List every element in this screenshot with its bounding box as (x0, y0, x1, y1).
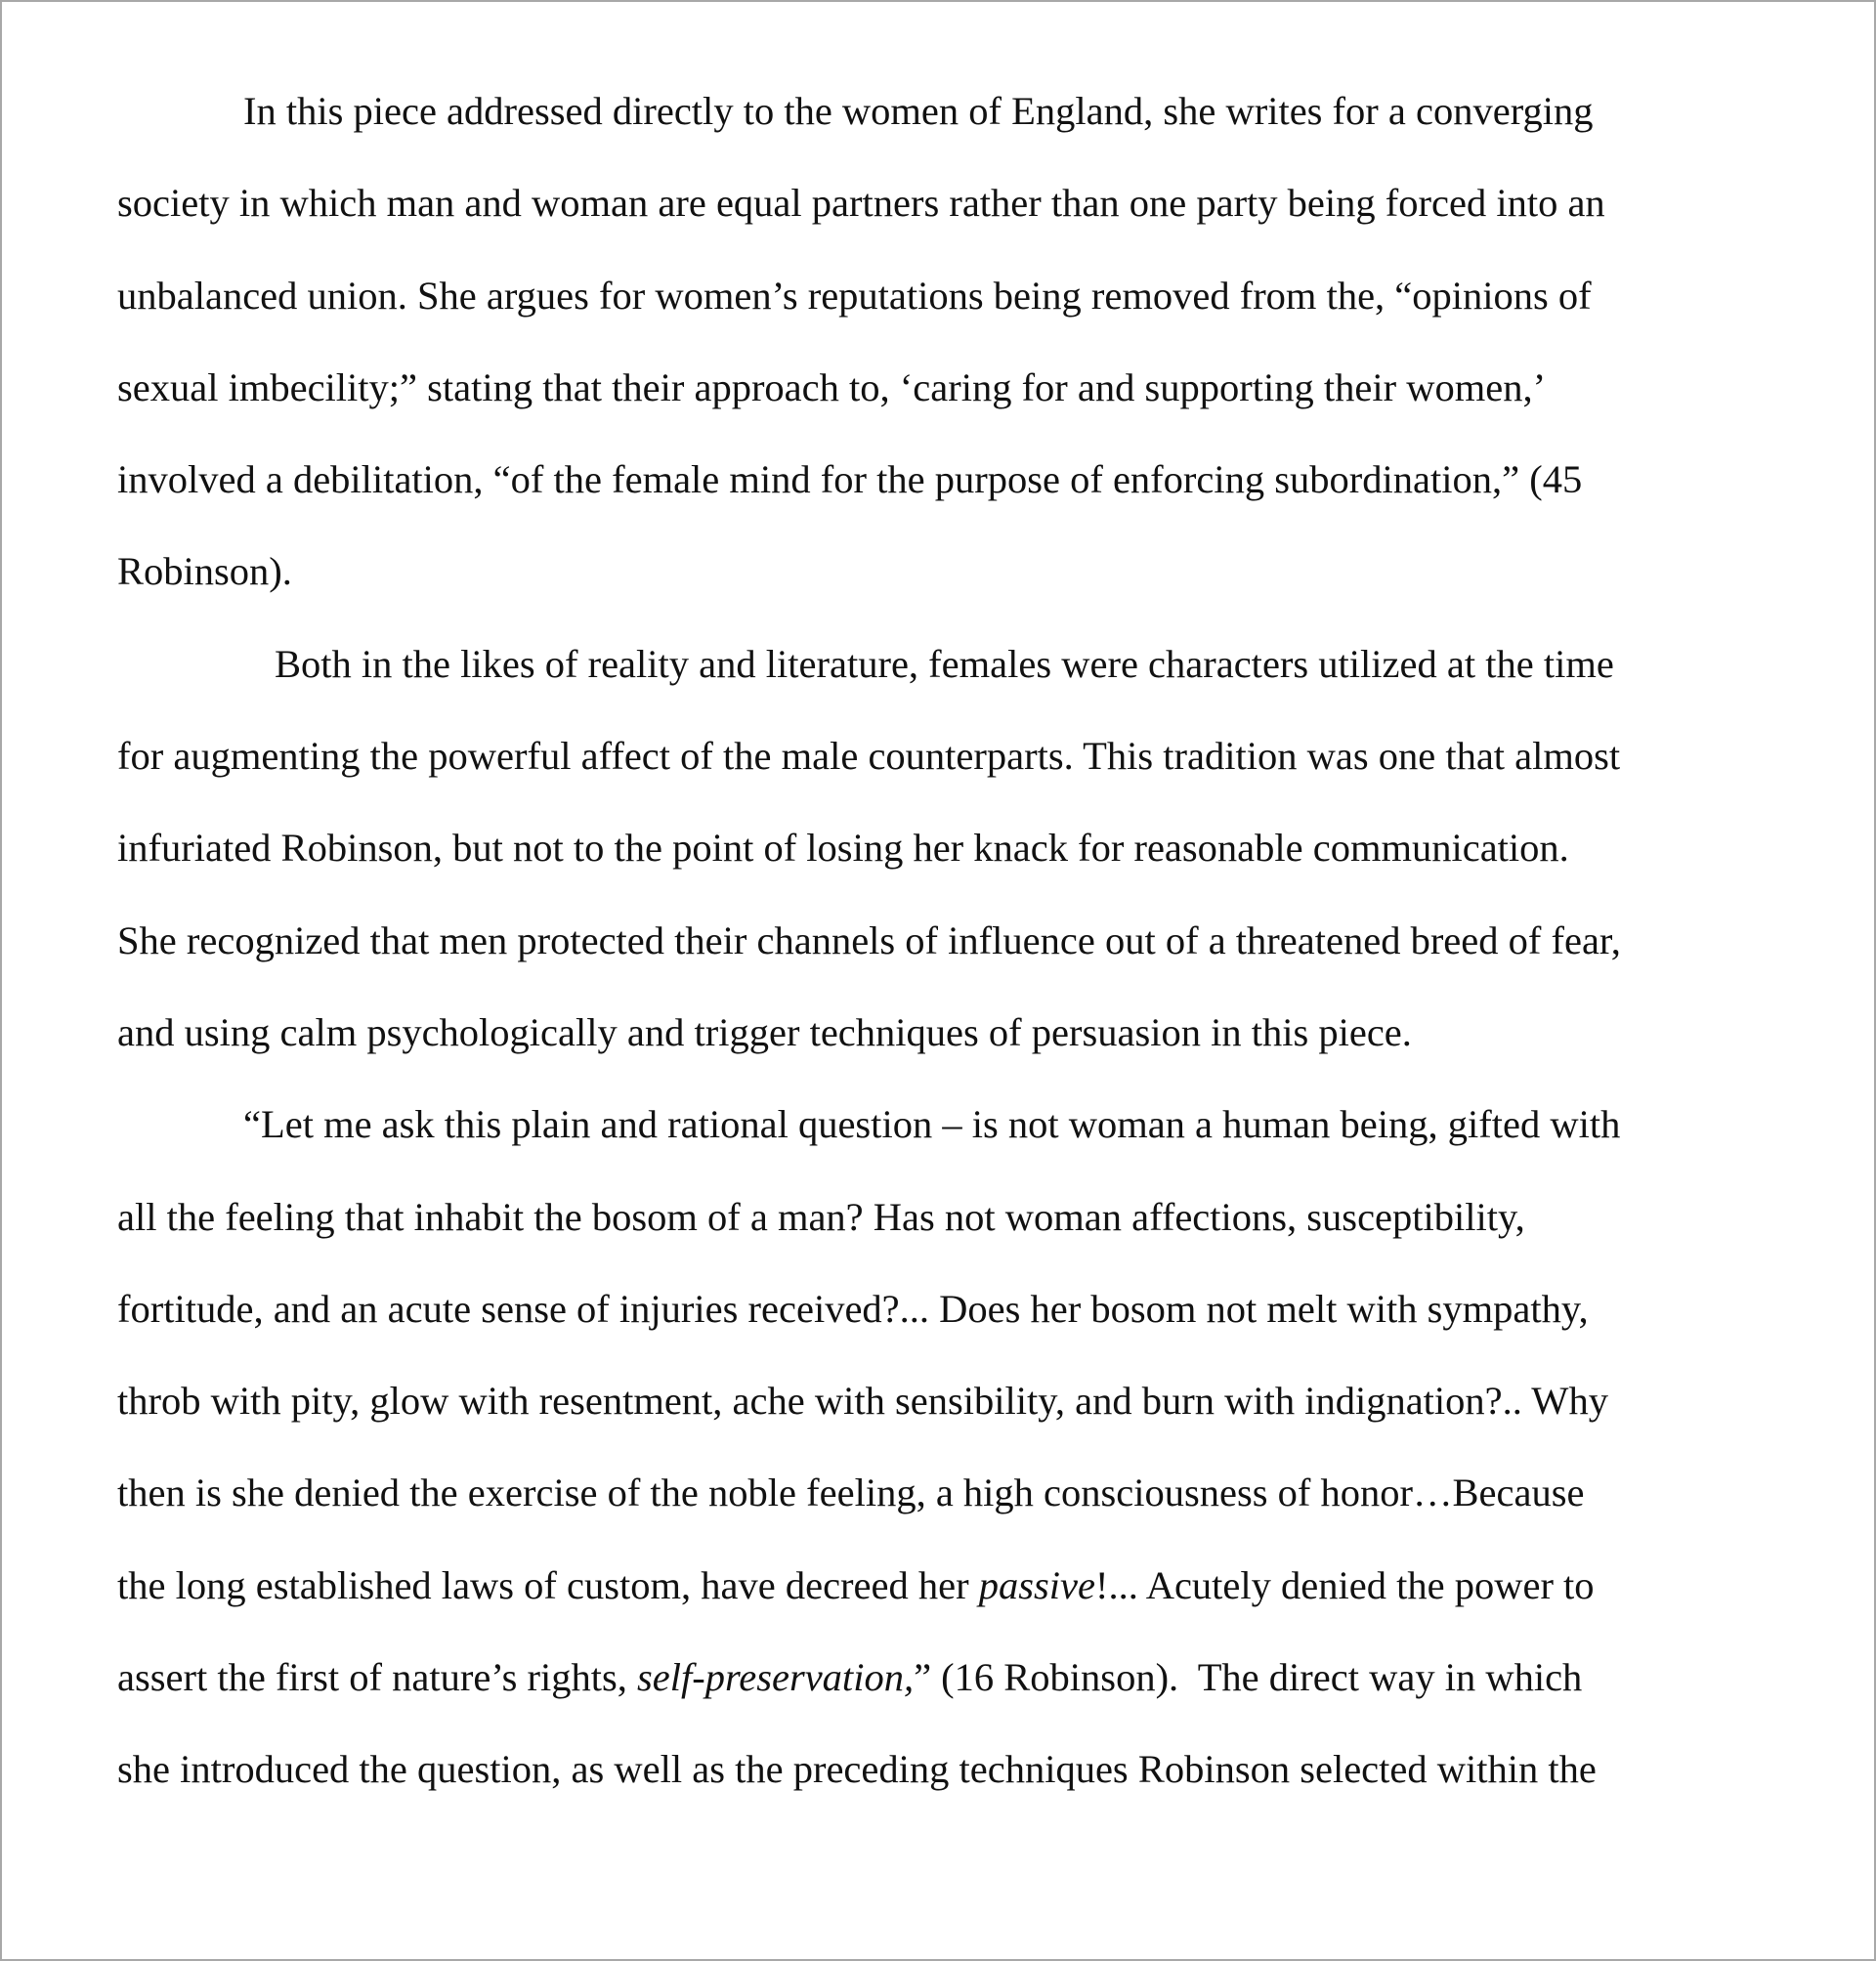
paragraph-1-line-1: In this piece addressed directly to the women of England, she writes for a converging (243, 89, 1594, 133)
paragraph-3-line-4: throb with pity, glow with resentment, ache with sensibility, and burn with indignation?.. Why (117, 1379, 1609, 1424)
paragraph-3-line-3: fortitude, and an acute sense of injuries received?... Does her bosom not melt with sympathy, (117, 1286, 1589, 1331)
document-body (117, 84, 1778, 1835)
paragraph-1-line-6: Robinson). (117, 549, 292, 594)
line-17-text-end: !... Acutely denied the power to (1094, 1562, 1595, 1607)
paragraph-3-line-1: “Let me ask this plain and rational question – is not woman a human being, gifted with (243, 1102, 1621, 1147)
line-18-text-start: assert the first of nature’s rights, (117, 1655, 637, 1700)
paragraph-3-line-6 (117, 1558, 1778, 1650)
paragraph-3-line-7 (117, 1650, 1778, 1742)
paragraph-2-line-4: She recognized that men protected their channels of influence out of a threatened breed of fear, (117, 917, 1621, 962)
paragraph-3-line-5: then is she denied the exercise of the noble feeling, a high consciousness of honor…Because (117, 1471, 1585, 1515)
paragraph-3-line-8: she introduced the question, as well as the preceding techniques Robinson selected within the (117, 1747, 1597, 1792)
paragraph-1-line-5: involved a debilitation, “of the female mind for the purpose of enforcing subordination,” (45 (117, 457, 1583, 502)
line-18-text-end: ” (16 Robinson). The direct way in which (914, 1655, 1583, 1700)
italic-word-self-preservation: self-preservation, (637, 1655, 915, 1700)
paragraph-1-line-4: sexual imbecility;” stating that their approach to, ‘caring for and supporting their women,’ (117, 364, 1547, 409)
paragraph-1-line-3: unbalanced union. She argues for women’s reputations being removed from the, “opinions of (117, 273, 1592, 318)
paragraph-3-line-2: all the feeling that inhabit the bosom of a man? Has not woman affections, susceptibility, (117, 1194, 1525, 1239)
paragraph-2-line-1: Both in the likes of reality and literature, females were characters utilized at the time (275, 641, 1614, 686)
italic-word-passive: passive (978, 1562, 1095, 1607)
paragraph-2-line-2: for augmenting the powerful affect of the male counterparts. This tradition was one that almost (117, 734, 1621, 779)
line-17-text-start: the long established laws of custom, have decreed her (117, 1562, 979, 1607)
paragraph-2-line-3: infuriated Robinson, but not to the point of losing her knack for reasonable communication. (117, 826, 1569, 871)
paragraph-1-line-2: society in which man and woman are equal partners rather than one party being forced into an (117, 181, 1605, 226)
paragraph-2-line-5: and using calm psychologically and trigger techniques of persuasion in this piece. (117, 1009, 1412, 1054)
